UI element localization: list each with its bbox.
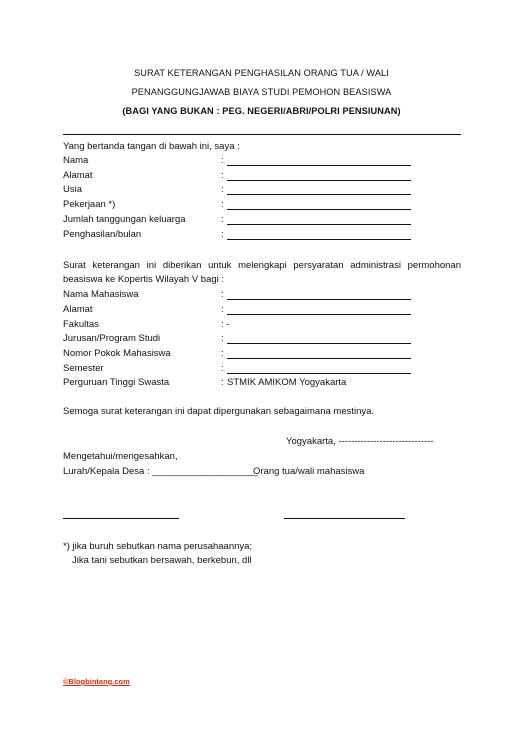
doc-title-line2: PENANGGUNGJAWAB BIAYA STUDI PEMOHON BEASISWA bbox=[131, 87, 392, 97]
fill-line[interactable] bbox=[227, 224, 411, 225]
field-student-semester bbox=[63, 363, 463, 375]
fill-line[interactable] bbox=[227, 180, 411, 181]
closing-text: Semoga surat keterangan ini dapat dipergunakan sebagaimana mestinya. bbox=[63, 406, 375, 417]
field-colon: : bbox=[221, 363, 224, 374]
doc-title-line1: SURAT KETERANGAN PENGHASILAN ORANG TUA / WALI bbox=[134, 68, 389, 78]
footnote-line2: Jika tani sebutkan bersawah, berkebun, dll bbox=[72, 555, 252, 566]
field-colon: : bbox=[221, 319, 224, 330]
field-colon: : bbox=[221, 333, 224, 344]
field-colon: : bbox=[221, 229, 224, 240]
field-student-name bbox=[63, 289, 463, 301]
field-label: Fakultas bbox=[63, 319, 99, 330]
field-label: Alamat bbox=[63, 304, 93, 315]
field-label: Semester bbox=[63, 363, 104, 374]
fill-line[interactable] bbox=[227, 299, 411, 300]
footnote-line1: *) jika buruh sebutkan nama perusahaannya; bbox=[63, 541, 253, 552]
field-student-major bbox=[63, 333, 463, 345]
field-colon: : bbox=[221, 377, 224, 388]
fill-line[interactable] bbox=[227, 194, 411, 195]
field-value: STMIK AMIKOM Yogyakarta bbox=[227, 377, 347, 388]
field-parent-job bbox=[63, 199, 463, 211]
field-colon: : bbox=[221, 199, 224, 210]
field-student-address bbox=[63, 304, 463, 316]
signature-line-right[interactable] bbox=[284, 518, 405, 519]
field-label: Penghasilan/bulan bbox=[63, 229, 142, 240]
field-parent-name bbox=[63, 155, 463, 167]
field-parent-address bbox=[63, 170, 463, 182]
field-parent-income bbox=[63, 229, 463, 241]
fill-line[interactable] bbox=[227, 239, 411, 240]
watermark-link[interactable]: ©Blogbintang.com bbox=[63, 677, 130, 686]
field-colon: : bbox=[221, 214, 224, 225]
field-label: Nomor Pokok Mahasiswa bbox=[63, 348, 171, 359]
field-label: Perguruan Tinggi Swasta bbox=[63, 377, 170, 388]
header-divider bbox=[63, 134, 461, 135]
field-colon: : bbox=[221, 184, 224, 195]
field-parent-dependents bbox=[63, 214, 463, 226]
fill-line[interactable] bbox=[227, 373, 411, 374]
field-label: Nama Mahasiswa bbox=[63, 289, 139, 300]
field-student-university bbox=[63, 377, 463, 389]
intro-text: Yang bertanda tangan di bawah ini, saya : bbox=[63, 141, 240, 152]
field-label: Jumlah tanggungan keluarga bbox=[63, 214, 186, 225]
acknowledged-text: Mengetahui/mengesahkan, bbox=[63, 451, 178, 462]
fill-line[interactable] bbox=[227, 343, 411, 344]
fill-line[interactable] bbox=[227, 209, 411, 210]
field-student-npm bbox=[63, 348, 463, 360]
field-label: Alamat bbox=[63, 170, 93, 181]
statement-paragraph: Surat keterangan ini diberikan untuk melengkapi persyaratan administrasi permohonan beasiswa ke Kopertis Wilayah V bagi : bbox=[63, 260, 461, 285]
village-head-label: Lurah/Kepala Desa : ____________________ bbox=[63, 466, 258, 477]
fill-line[interactable] bbox=[227, 314, 411, 315]
place-date: Yogyakarta, ------------------------------ bbox=[286, 436, 434, 447]
doc-title-line3: (BAGI YANG BUKAN : PEG. NEGERI/ABRI/POLRI PENSIUNAN) bbox=[122, 106, 401, 116]
field-colon: : bbox=[221, 348, 224, 359]
field-colon: : bbox=[221, 170, 224, 181]
field-label: Pekerjaan *) bbox=[63, 199, 116, 210]
signature-line-left[interactable] bbox=[63, 518, 179, 519]
field-label: Jurusan/Program Studi bbox=[63, 333, 161, 344]
field-colon: : bbox=[221, 304, 224, 315]
field-colon: : bbox=[221, 289, 224, 300]
fill-line[interactable] bbox=[227, 358, 411, 359]
field-colon: : bbox=[221, 155, 224, 166]
field-label: Nama bbox=[63, 155, 89, 166]
field-value: - bbox=[226, 319, 230, 330]
field-label: Usia bbox=[63, 184, 83, 195]
fill-line[interactable] bbox=[227, 165, 411, 166]
field-parent-age bbox=[63, 184, 463, 196]
field-student-faculty bbox=[63, 319, 463, 331]
parent-sign-label: Orang tua/wali mahasiswa bbox=[253, 466, 365, 477]
